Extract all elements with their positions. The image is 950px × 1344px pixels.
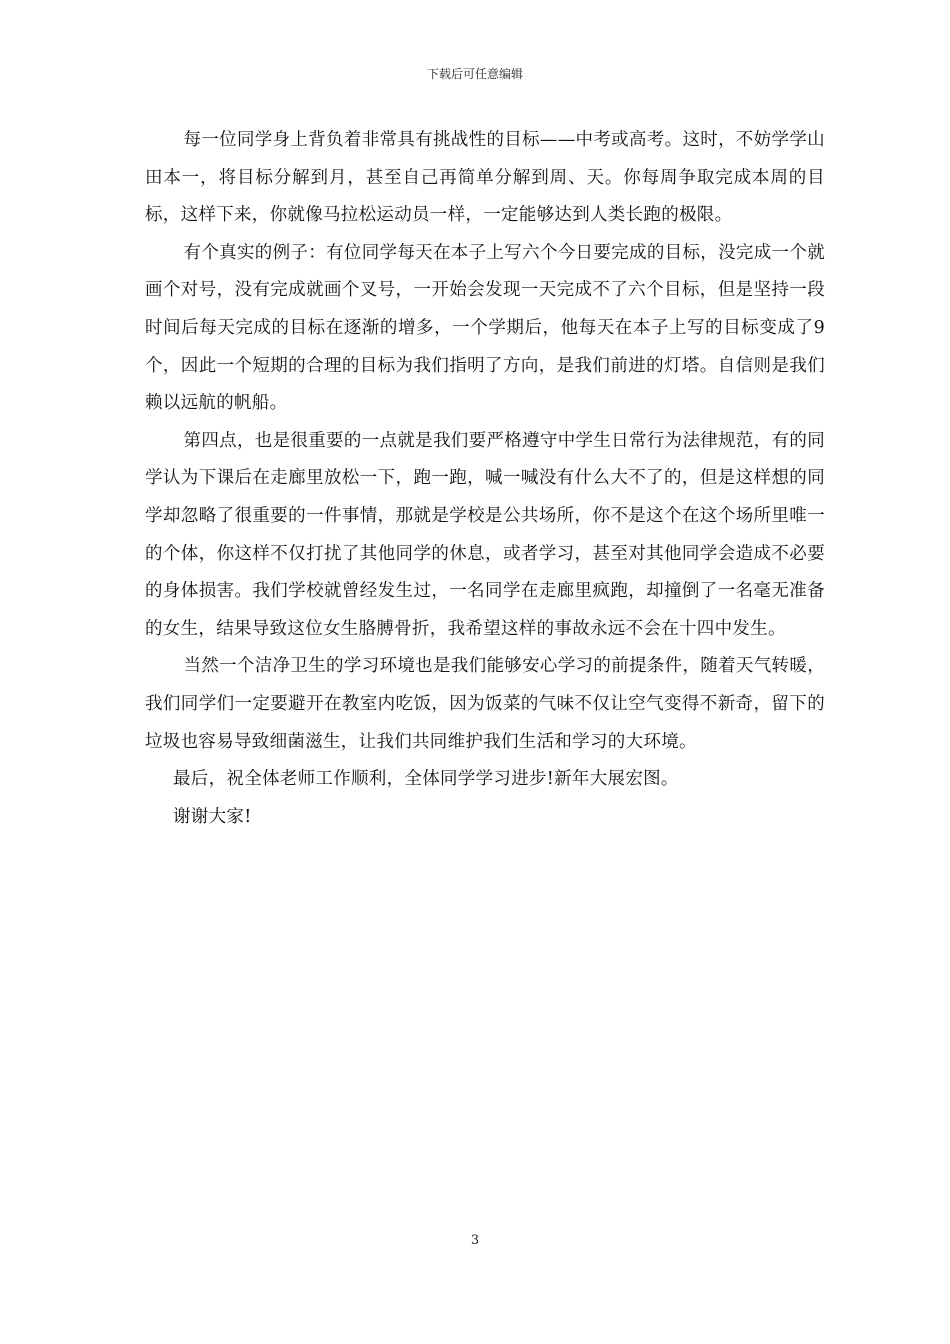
paragraph-closing-wishes: 最后，祝全体老师工作顺利，全体同学学习进步!新年大展宏图。 <box>173 769 679 790</box>
paragraph-clean-environment: 当然一个洁净卫生的学习环境也是我们能够安心学习的前提条件，随着天气转暖，我们同学们一定要避开在教室内吃饭，因为饭菜的气味不仅让空气变得不新奇，留下的垃圾也容易导致细菌滋生，让我们共同维护我们生活和学习的大环境。 <box>145 656 825 752</box>
paragraph-goal-breakdown: 每一位同学身上背负着非常具有挑战性的目标——中考或高考。这时，不妨学学山田本一，将目标分解到月，甚至自己再简单分解到周、天。你每周争取完成本周的目标，这样下来，你就像马拉松运动员一样，一定能够达到人类长跑的极限。 <box>145 130 825 226</box>
paragraph-behavior-rules: 第四点，也是很重要的一点就是我们要严格遵守中学生日常行为法律规范，有的同学认为下课后在走廊里放松一下，跑一跑，喊一喊没有什么大不了的，但是这样想的同学却忽略了很重要的一件事情，那就是学校是公共场所，你不是这个在这个场所里唯一的个体，你这样不仅打扰了其他同学的休息，或者学习，甚至对其他同学会造成不必要的身体损害。我们学校就曾经发生过，一名同学在走廊里疯跑，却撞倒了一名毫无准备的女生，结果导致这位女生胳膊骨折，我希望这样的事故永远不会在十四中发生。 <box>145 430 825 639</box>
page-header: 下载后可任意编辑 <box>426 67 523 81</box>
document-body <box>145 122 825 836</box>
page-number: 3 <box>470 1233 480 1248</box>
paragraph-real-example: 有个真实的例子：有位同学每天在本子上写六个今日要完成的目标，没完成一个就画个对号，没有完成就画个叉号，一开始会发现一天完成不了六个目标，但是坚持一段时间后每天完成的目标在逐渐的增多，一个学期后，他每天在本子上写的目标变成了9个，因此一个短期的合理的目标为我们指明了方向，是我们前进的灯塔。自信则是我们赖以远航的帆船。 <box>145 242 825 414</box>
paragraph-thanks: 谢谢大家! <box>173 806 252 827</box>
